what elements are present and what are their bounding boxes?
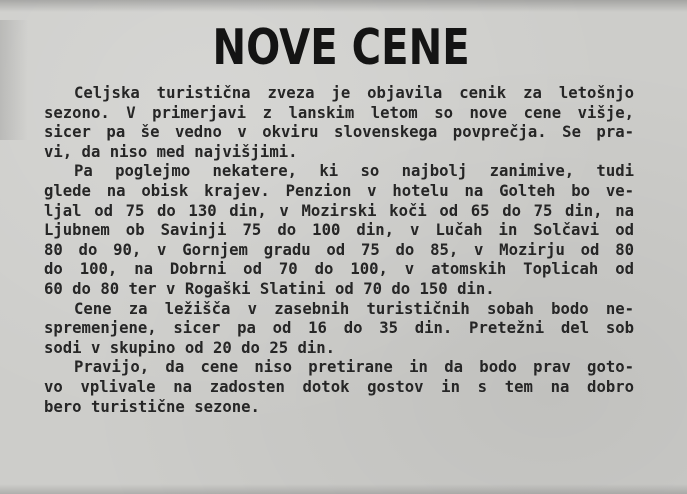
text-line: vi, da niso med najvišjimi.	[44, 142, 298, 161]
text-line: Celjska turistična zveza je objavila cenik za letošnjo	[74, 84, 634, 102]
text-line: 80 do 90, v Gornjem gradu od 75 do 85, v Mozirju od 80	[44, 240, 634, 259]
text-line: Pa poglejmo nekatere, ki so najbolj zanimive, tudi	[74, 162, 634, 181]
text-line: spremenjene, sicer pa od 16 do 35 din. Pretežni del sob	[44, 319, 634, 338]
text-line: glede na obisk krajev. Penzion v hotelu na Golteh bo ve-	[44, 181, 634, 200]
text-line: do 100, na Dobrni od 70 do 100, v atomskih Toplicah od	[44, 260, 634, 279]
article-title: NOVE CENE	[212, 19, 470, 76]
text-line: sodi v skupino od 20 do 25 din.	[44, 338, 336, 357]
text-line: Ljubnem ob Savinji 75 do 100 din, v Lučah in Solčavi od	[44, 221, 634, 240]
text-line: sicer pa še vedno v okviru slovenskega povprečja. Se pra-	[44, 123, 634, 142]
paragraph-2	[44, 162, 634, 299]
text-line: ljal od 75 do 130 din, v Mozirski koči od 65 do 75 din, na	[44, 201, 634, 220]
paragraph-1	[44, 84, 634, 162]
paragraph-3	[44, 300, 634, 359]
text-line: Pravijo, da cene niso pretirane in da bodo prav goto-	[74, 358, 634, 377]
paragraph-4	[44, 358, 634, 417]
text-line: Cene za ležišča v zasebnih turističnih sobah bodo ne-	[74, 299, 634, 318]
text-line: 60 do 80 ter v Rogaški Slatini od 70 do 150 din.	[44, 279, 495, 298]
article-body	[44, 84, 634, 417]
bottom-print-shadow	[0, 484, 687, 494]
text-line: bero turistične sezone.	[44, 397, 260, 416]
left-print-shadow	[0, 20, 28, 140]
text-line: vo vplivale na zadosten dotok gostov in s tem na dobro	[44, 377, 634, 396]
top-print-shadow	[0, 0, 687, 12]
text-line: sezono. V primerjavi z lanskim letom so nove cene višje,	[44, 103, 634, 122]
